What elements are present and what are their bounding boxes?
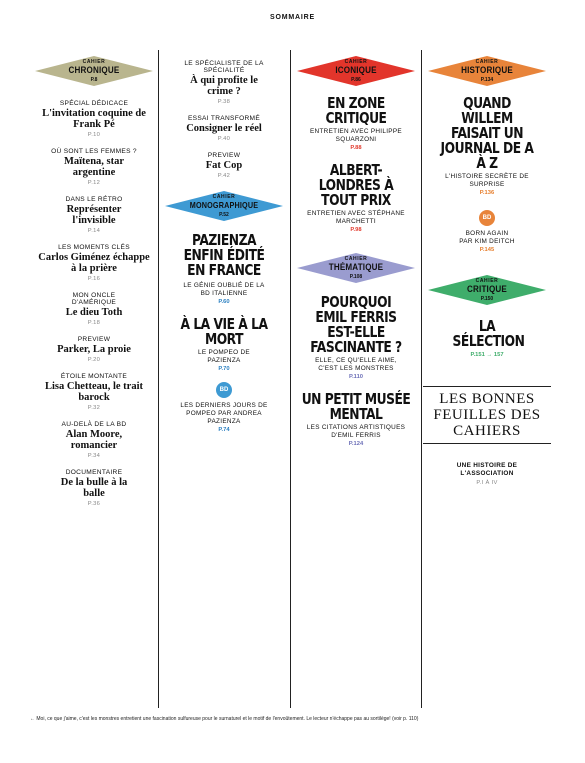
bd-subtitle: LES DERNIERS JOURS DE POMPEO PAR ANDREA PAZIENZA — [180, 402, 268, 425]
toc-entry[interactable] — [30, 100, 158, 138]
entry-page: P.32 — [87, 405, 101, 411]
feature-page: P.70 — [218, 366, 230, 372]
toc-entry[interactable] — [30, 196, 158, 234]
bd-feature[interactable] — [160, 382, 288, 433]
badge-name: ICONIQUE — [335, 65, 377, 76]
entry-page: P.34 — [87, 453, 101, 459]
toc-entry[interactable] — [30, 469, 158, 507]
badge-name: CHRONIQUE — [68, 65, 120, 76]
entry-kicker: LES MOMENTS CLÉS — [58, 244, 130, 251]
feature-subtitle: ENTRETIEN AVEC PHILIPPE SQUARZONI — [309, 128, 402, 143]
entry-page: P.20 — [87, 357, 101, 363]
feature-pazienza[interactable] — [160, 233, 288, 305]
feature-albert-londres[interactable] — [292, 163, 420, 233]
feature-subtitle: LES CITATIONS ARTISTIQUES D'EMIL FERRIS — [306, 424, 406, 439]
feature-title: À LA VIE À LA MORT — [180, 315, 268, 348]
section-badge-historique[interactable] — [428, 56, 546, 86]
feature-title: PAZIENZA ENFIN ÉDITÉ EN FRANCE — [183, 231, 265, 279]
badge-kicker: CAHIER — [212, 194, 236, 200]
toc-entry[interactable] — [30, 292, 158, 326]
entry-title: Représenter l'invisible — [66, 204, 122, 226]
feature-title: UN PETIT MUSÉE MENTAL — [301, 390, 411, 423]
feature-page: P.98 — [350, 227, 362, 233]
entry-kicker: PREVIEW — [207, 152, 241, 159]
entry-page: P.40 — [217, 136, 231, 142]
feature-page: P.136 — [479, 190, 495, 196]
column-divider — [158, 50, 159, 708]
asso-page: P.I À IV — [476, 480, 498, 486]
entry-title: Consigner le réel — [186, 123, 262, 134]
entry-kicker: SPÉCIAL DÉDICACE — [59, 100, 129, 107]
entry-title: Fat Cop — [205, 160, 243, 171]
entry-title: Lisa Chetteau, le trait barock — [45, 381, 143, 403]
badge-page: P.134 — [480, 77, 494, 83]
bd-feature[interactable] — [423, 210, 551, 253]
entry-title: De la bulle à la balle — [60, 477, 128, 499]
badge-kicker: CAHIER — [344, 59, 368, 65]
badge-page: P.86 — [351, 77, 361, 83]
column-divider — [421, 50, 422, 708]
feature-page: P.151 → 157 — [470, 352, 504, 358]
column-historique — [423, 50, 551, 708]
feature-petit-musee[interactable] — [292, 392, 420, 447]
badge-kicker: CAHIER — [344, 256, 368, 262]
badge-page: P.108 — [349, 274, 363, 280]
page-title: SOMMAIRE — [270, 14, 315, 21]
column-divider — [290, 50, 291, 708]
entry-title: Parker, La proie — [57, 344, 131, 355]
section-badge-chronique[interactable] — [35, 56, 153, 86]
feature-title: LA SÉLECTION — [452, 317, 525, 350]
badge-kicker: CAHIER — [475, 59, 499, 65]
entry-title: Le dieu Toth — [65, 307, 123, 318]
entry-title: Alan Moore, romancier — [65, 429, 123, 451]
badge-kicker: CAHIER — [475, 278, 499, 284]
footer-caption: ← Moi, ce que j'aime, c'est les monstres entretient une fascination sulfureuse pour le surnaturel et le motif de l'envoûtement. Le lecteur n'échappe pas au sortilège! (voir p. 110) — [30, 716, 419, 722]
badge-name: MONOGRAPHIQUE — [189, 200, 259, 210]
badge-name: HISTORIQUE — [461, 65, 513, 76]
toc-entry[interactable] — [160, 60, 288, 105]
entry-page: P.10 — [87, 132, 101, 138]
entry-page: P.36 — [87, 501, 101, 507]
feature-title: POURQUOI EMIL FERRIS EST-ELLE FASCINANTE ? — [310, 293, 402, 356]
section-badge-thematique[interactable] — [297, 253, 415, 283]
feature-subtitle: LE GÉNIE OUBLIÉ DE LA BD ITALIENNE — [183, 282, 265, 297]
entry-kicker: ÉTOILE MONTANTE — [60, 373, 128, 380]
feature-zone-critique[interactable] — [292, 96, 420, 151]
bd-page: P.145 — [479, 247, 495, 253]
feature-subtitle: LE POMPEO DE PAZIENZA — [198, 349, 250, 364]
entry-page: P.12 — [87, 180, 101, 186]
feature-selection[interactable] — [423, 319, 551, 358]
entry-kicker: ESSAI TRANSFORMÉ — [187, 115, 261, 122]
column-iconique — [292, 50, 420, 708]
bd-subtitle: BORN AGAIN PAR KIM DEITCH — [459, 230, 515, 245]
feature-title: ALBERT-LONDRES À TOUT PRIX — [318, 161, 394, 209]
feature-page: P.88 — [350, 145, 362, 151]
toc-entry[interactable] — [30, 148, 158, 186]
asso-feature[interactable] — [423, 462, 551, 486]
entry-kicker: DOCUMENTAIRE — [65, 469, 123, 476]
feature-willem[interactable] — [423, 96, 551, 196]
feature-page: P.124 — [348, 441, 364, 447]
toc-entry[interactable] — [160, 152, 288, 179]
column-chronique — [30, 50, 158, 708]
toc-entry[interactable] — [30, 421, 158, 459]
toc-entry[interactable] — [160, 115, 288, 142]
bonnes-feuilles-title: LES BONNES FEUILLES DES CAHIERS — [423, 386, 551, 444]
entry-page: P.14 — [87, 228, 101, 234]
bd-icon: BD — [216, 382, 232, 398]
feature-title: EN ZONE CRITIQUE — [325, 94, 387, 127]
section-badge-critique[interactable] — [428, 275, 546, 305]
badge-kicker: CAHIER — [82, 59, 106, 65]
feature-subtitle: ELLE, CE QU'ELLE AIME, C'EST LES MONSTRES — [315, 357, 397, 372]
feature-subtitle: ENTRETIEN AVEC STÉPHANE MARCHETTI — [307, 210, 405, 225]
badge-name: CRITIQUE — [467, 284, 507, 295]
entry-kicker: MON ONCLE D'AMÉRIQUE — [71, 292, 117, 306]
badge-name: THÉMATIQUE — [328, 262, 384, 273]
badge-page: P.8 — [90, 77, 98, 83]
entry-kicker: PREVIEW — [77, 336, 111, 343]
entry-kicker: OÙ SONT LES FEMMES ? — [51, 148, 137, 155]
entry-page: P.18 — [87, 320, 101, 326]
toc-entry[interactable] — [30, 244, 158, 282]
entry-page: P.42 — [217, 173, 231, 179]
feature-a-la-vie[interactable] — [160, 317, 288, 372]
entry-page: P.16 — [87, 276, 101, 282]
badge-page: P.150 — [480, 296, 494, 302]
entry-title: Carlos Giménez échappe à la prière — [38, 252, 150, 274]
entry-title: Maïtena, star argentine — [63, 156, 125, 178]
entry-title: L'invitation coquine de Frank Pé — [42, 108, 146, 130]
column-monographique — [160, 50, 288, 708]
feature-page: P.110 — [348, 374, 364, 380]
bd-page: P.74 — [218, 427, 230, 433]
feature-subtitle: L'HISTOIRE SECRÈTE DE SURPRISE — [445, 173, 529, 188]
bd-icon: BD — [479, 210, 495, 226]
feature-title: QUAND WILLEM FAISAIT UN JOURNAL DE A À Z — [440, 94, 534, 172]
section-badge-iconique[interactable] — [297, 56, 415, 86]
asso-title: UNE HISTOIRE DE L'ASSOCIATION — [456, 462, 518, 477]
feature-emil-ferris[interactable] — [292, 295, 420, 380]
badge-page: P.52 — [219, 212, 229, 218]
entry-kicker: LE SPÉCIALISTE DE LA SPÉCIALITÉ — [184, 60, 264, 74]
entry-title: À qui profite le crime ? — [190, 75, 258, 97]
toc-entry[interactable] — [30, 373, 158, 411]
entry-kicker: AU-DELÀ DE LA BD — [61, 421, 127, 428]
feature-page: P.60 — [218, 299, 230, 305]
section-badge-monographique[interactable] — [165, 191, 283, 221]
entry-page: P.38 — [217, 99, 231, 105]
entry-kicker: DANS LE RÉTRO — [65, 196, 123, 203]
toc-entry[interactable] — [30, 336, 158, 363]
